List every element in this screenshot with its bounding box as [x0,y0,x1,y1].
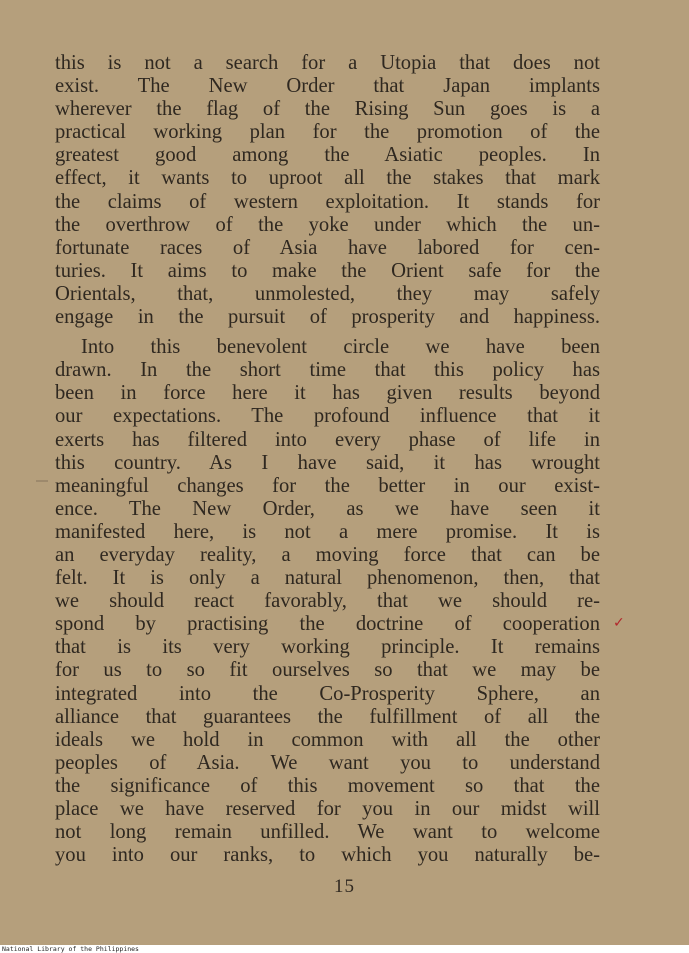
paragraph-2 [55,336,600,867]
text-line: wherever the flag of the Rising Sun goes is a [55,98,600,121]
text-line: that is its very working principle. It remains [55,636,600,659]
text-line: engage in the pursuit of prosperity and happiness. [55,306,600,329]
text-line: Into this benevolent circle we have been [81,336,600,359]
library-credit-footer: National Library of the Philippines [2,945,139,953]
text-line: we should react favorably, that we should re- [55,590,600,613]
text-line: ideals we hold in common with all the other [55,728,600,751]
text-line: Orientals, that, unmolested, they may safely [55,282,600,305]
text-line: greatest good among the Asiatic peoples. In [55,144,600,167]
text-line: not long remain unfilled. We want to welcome [55,821,600,844]
text-line: our expectations. The profound influence that it [55,405,600,428]
text-line: exist. The New Order that Japan implants [55,75,600,98]
text-line: peoples of Asia. We want you to understand [55,751,600,774]
text-line: this country. As I have said, it has wrought [55,451,600,474]
text-line: drawn. In the short time that this policy has [55,359,600,382]
text-line: alliance that guarantees the fulfillment of all the [55,705,600,728]
margin-dash-mark [36,480,48,482]
paragraph-1 [55,52,600,329]
text-line: ence. The New Order, as we have seen it [55,497,600,520]
text-line: spond by practising the doctrine of cooperation [55,613,600,636]
body-text [55,52,600,867]
text-line: exerts has filtered into every phase of life in [55,428,600,451]
text-line: turies. It aims to make the Orient safe for the [55,259,600,282]
text-line: manifested here, is not a mere promise. It is [55,520,600,543]
text-line: been in force here it has given results beyond [55,382,600,405]
text-line: for us to so fit ourselves so that we may be [55,659,600,682]
text-line: integrated into the Co-Prosperity Sphere, an [55,682,600,705]
text-line: the significance of this movement so that the [55,774,600,797]
text-line: meaningful changes for the better in our exist- [55,474,600,497]
red-check-mark-icon: ✓ [613,615,625,631]
text-line: the claims of western exploitation. It stands for [55,190,600,213]
text-line: you into our ranks, to which you naturally be- [55,844,600,867]
text-line: fortunate races of Asia have labored for cen- [55,236,600,259]
page-number: 15 [334,876,355,897]
text-line: felt. It is only a natural phenomenon, then, that [55,567,600,590]
text-line: this is not a search for a Utopia that does not [55,52,600,74]
text-line: place we have reserved for you in our midst will [55,798,600,820]
text-line: an everyday reality, a moving force that can be [55,543,600,566]
text-line: practical working plan for the promotion of the [55,121,600,144]
text-line: the overthrow of the yoke under which the un- [55,213,600,236]
text-line: effect, it wants to uproot all the stakes that mark [55,167,600,190]
